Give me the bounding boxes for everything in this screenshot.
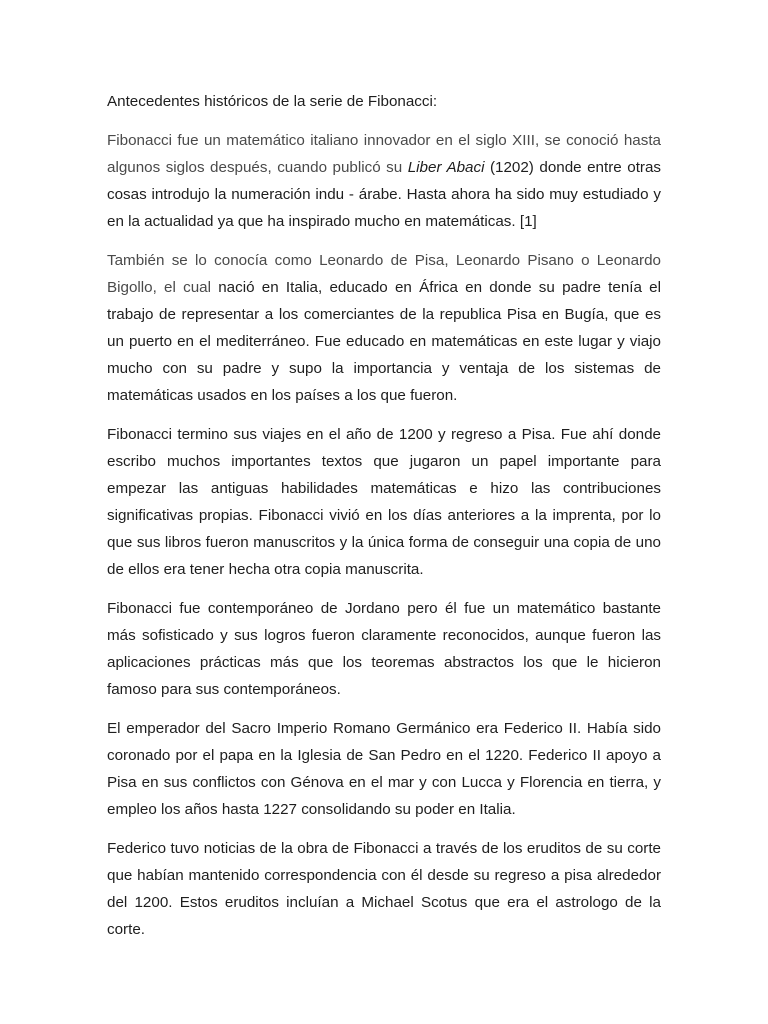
paragraph-6: Federico tuvo noticias de la obra de Fibonacci a través de los eruditos de su corte que habían mantenido correspondencia con él desde su regreso a pisa alrededor del 1200. Estos eruditos incluían a Michael Scotus que era el astrologo de la corte. [107,840,661,938]
book-title-liber-abaci: Liber Abaci [407,159,485,176]
paragraph-3: Fibonacci termino sus viajes en el año de 1200 y regreso a Pisa. Fue ahí donde escribo muchos importantes textos que jugaron un papel importante para empezar las antiguas habilidades matemáticas e hizo las contribuciones significativas propias. Fibonacci vivió en los días anteriores a la imprenta, por lo que sus libros fueron manuscritos y la única forma de conseguir una copia de uno de ellos era tener hecha otra copia manuscrita. [107,426,661,578]
paragraph-4: Fibonacci fue contemporáneo de Jordano pero él fue un matemático bastante más sofisticado y sus logros fueron claramente reconocidos, aunque fueron las aplicaciones prácticas más que los teoremas abstractos los que le hicieron famoso para sus contemporáneos. [107,600,661,698]
paragraph-5: El emperador del Sacro Imperio Romano Germánico era Federico II. Había sido coronado por el papa en la Iglesia de San Pedro en el 1220. Federico II apoyo a Pisa en sus conflictos con Génova en el mar y con Lucca y Florencia en tierra, y empleo los años hasta 1227 consolidando su poder en Italia. [107,720,661,818]
paragraph-1 [107,127,661,235]
paragraph-2-text-start: También se lo conocía como Leonardo de Pisa, Leonardo Pisano o Leonardo Bigollo, el cual [107,252,661,296]
paragraph-1-text-start: Fibonacci fue un matemático italiano innovador en el siglo XIII, se conoció hasta algunos siglos después, cuando publicó su [107,132,661,176]
document-body [107,88,661,955]
paragraph-2-text-end: nació en Italia, educado en África en donde su padre tenía el trabajo de representar a los comerciantes de la republica Pisa en Bugía, que es un puerto en el mediterráneo. Fue educado en matemáticas en este lugar y viajo mucho con su padre y supo la importancia y ventaja de los sistemas de matemáticas usados en los países a los que fueron. [107,279,661,404]
paragraph-2 [107,247,661,409]
document-heading: Antecedentes históricos de la serie de Fibonacci: [107,93,438,110]
paragraph-1-text-end: (1202) donde entre otras cosas introdujo la numeración indu - árabe. Hasta ahora ha sido muy estudiado y en la actualidad ya que ha inspirado mucho en matemáticas. [1] [107,159,662,230]
